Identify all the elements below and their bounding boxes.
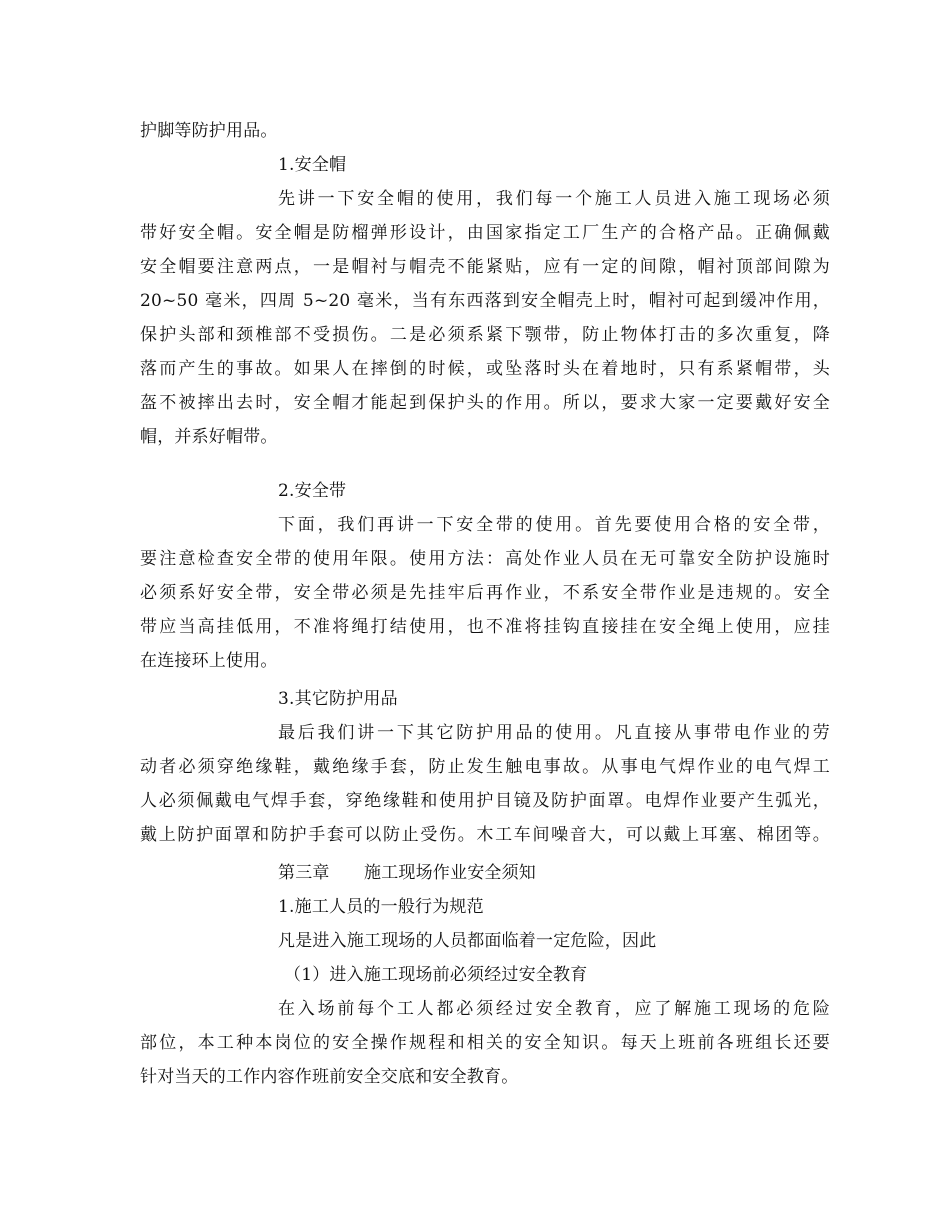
section-heading: 1.安全帽 — [278, 155, 347, 175]
section-heading: 2.安全带 — [278, 481, 347, 501]
body-text-line: 落而产生的事故。如果人在摔倒的时候，或坠落时头在着地时，只有系紧帽带，头 — [140, 359, 830, 379]
body-text-line: 在入场前每个工人都必须经过安全教育，应了解施工现场的危险 — [278, 999, 830, 1019]
body-text-line: 20~50 毫米，四周 5~20 毫米，当有东西落到安全帽壳上时，帽衬可起到缓冲作用， — [140, 291, 830, 311]
body-text-line: 盔不被摔出去时，安全帽才能起到保护头的作用。所以，要求大家一定要戴好安全 — [140, 393, 830, 413]
body-text-line: 要注意检查安全带的使用年限。使用方法：高处作业人员在无可靠安全防护设施时 — [140, 549, 830, 569]
body-text-line: 必须系好安全带，安全带必须是先挂牢后再作业，不系安全带作业是违规的。安全 — [140, 583, 830, 603]
body-text-line: 保护头部和颈椎部不受损伤。二是必须系紧下颚带，防止物体打击的多次重复，降 — [140, 325, 830, 345]
body-text-line: 动者必须穿绝缘鞋，戴绝缘手套，防止发生触电事故。从事电气焊作业的电气焊工 — [140, 757, 830, 777]
section-heading: 3.其它防护用品 — [278, 689, 398, 709]
body-text-line: 帽，并系好帽带。 — [140, 427, 278, 447]
chapter-heading: 第三章 施工现场作业安全须知 — [278, 863, 536, 883]
section-heading: 1.施工人员的一般行为规范 — [278, 897, 484, 917]
subsection-heading: （1）进入施工现场前必须经过安全教育 — [284, 965, 588, 985]
body-text-line: 护脚等防护用品。 — [140, 121, 278, 141]
body-text-line: 部位，本工种本岗位的安全操作规程和相关的安全知识。每天上班前各班组长还要 — [140, 1033, 830, 1053]
body-text-line: 带应当高挂低用，不准将绳打结使用，也不准将挂钩直接挂在安全绳上使用，应挂 — [140, 617, 830, 637]
body-text-line: 下面，我们再讲一下安全带的使用。首先要使用合格的安全带， — [278, 515, 830, 535]
body-text-line: 针对当天的工作内容作班前安全交底和安全教育。 — [140, 1067, 519, 1087]
body-text-line: 安全帽要注意两点，一是帽衬与帽壳不能紧贴，应有一定的间隙，帽衬顶部间隙为 — [140, 257, 830, 277]
body-text-line: 人必须佩戴电气焊手套，穿绝缘鞋和使用护目镜及防护面罩。电焊作业要产生弧光， — [140, 791, 830, 811]
body-text-line: 先讲一下安全帽的使用，我们每一个施工人员进入施工现场必须 — [278, 189, 830, 209]
body-text-line: 带好安全帽。安全帽是防榴弹形设计，由国家指定工厂生产的合格产品。正确佩戴 — [140, 223, 830, 243]
body-text-line: 最后我们讲一下其它防护用品的使用。凡直接从事带电作业的劳 — [278, 723, 830, 743]
body-text-line: 戴上防护面罩和防护手套可以防止受伤。木工车间噪音大，可以戴上耳塞、棉团等。 — [140, 825, 830, 845]
body-text-line: 在连接环上使用。 — [140, 651, 278, 671]
body-text-line: 凡是进入施工现场的人员都面临着一定危险，因此 — [278, 931, 657, 951]
